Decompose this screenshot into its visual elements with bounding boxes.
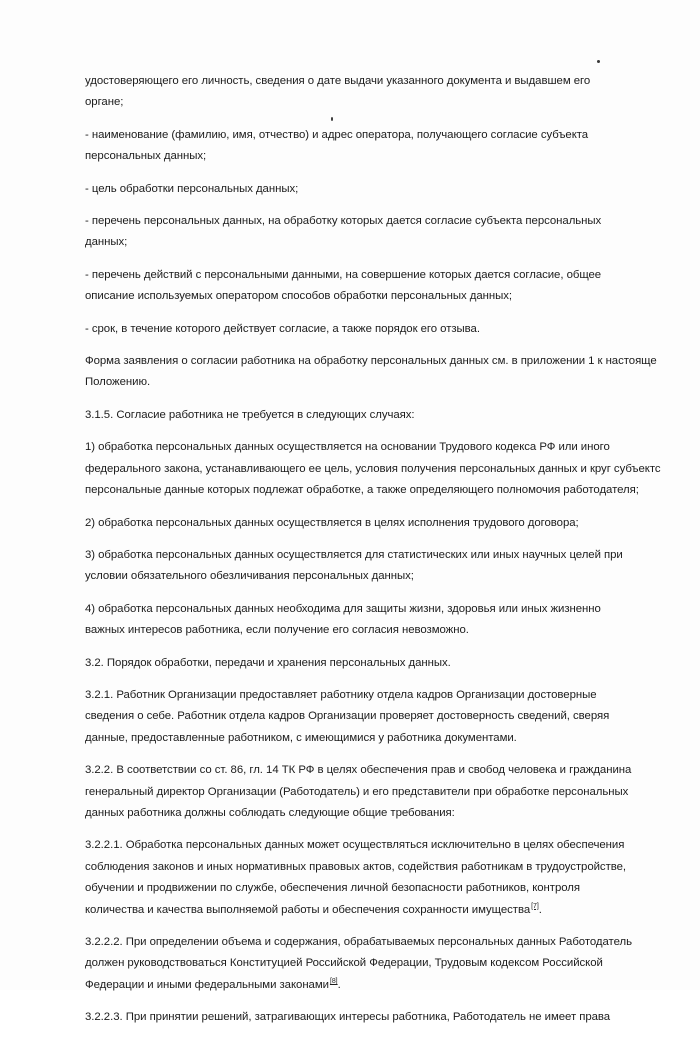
document-paragraph — [85, 513, 675, 534]
paragraph-line — [85, 620, 675, 641]
paragraph-line — [85, 286, 675, 307]
paragraph-line — [85, 513, 675, 534]
paragraph-line-text: количества и качества выполняемой работы и обеспечения сохранности имущества — [85, 903, 531, 916]
footnote-suffix: . — [538, 903, 542, 916]
paragraph-line-text: - срок, в течение которого действует согласие, а также порядок его отзыва. — [85, 322, 480, 335]
paragraph-line-text: данные, предоставленные работником, с имеющимися у работника документами. — [85, 731, 517, 744]
paragraph-line-text: соблюдения законов и иных нормативных правовых актов, содействия работникам в трудоустройстве, — [85, 860, 627, 873]
document-paragraph — [85, 653, 675, 674]
paragraph-line-text: сведения о себе. Работник отдела кадров Организации проверяет достоверность сведений, сверяя — [85, 710, 610, 723]
paragraph-line — [85, 857, 675, 878]
paragraph-line-text: 2) обработка персональных данных осуществляется в целях исполнения трудового договора; — [85, 516, 579, 529]
paragraph-line-text: 3.2.2.2. При определении объема и содержания, обрабатываемых персональных данных Работодатель — [85, 936, 632, 948]
document-paragraph — [85, 265, 675, 308]
paragraph-line — [85, 835, 675, 856]
paragraph-line-text: 3.2. Порядок обработки, передачи и хранения персональных данных. — [85, 656, 451, 669]
paragraph-line-text: персональных данных; — [85, 150, 207, 163]
paragraph-line — [85, 599, 675, 620]
paragraph-line-text: - перечень действий с персональными данными, на совершение которых дается согласие, общее — [85, 268, 602, 281]
scan-speck — [597, 60, 600, 63]
paragraph-line-text: Форма заявления о согласии работника на обработку персональных данных см. в приложении 1 к настояще — [85, 355, 657, 368]
paragraph-line — [85, 372, 675, 393]
paragraph-line — [85, 351, 675, 372]
document-paragraph — [85, 405, 675, 426]
paragraph-line-text: Положению. — [85, 376, 151, 389]
document-paragraph — [85, 71, 675, 114]
paragraph-line — [85, 232, 675, 253]
paragraph-line — [85, 545, 675, 566]
paragraph-line-text: 3.2.1. Работник Организации предоставляет работнику отдела кадров Организации достоверные — [85, 688, 597, 701]
paragraph-line-text: - перечень персональных данных, на обработку которых дается согласие субъекта персональных — [85, 215, 602, 228]
paragraph-line — [85, 459, 675, 480]
paragraph-line — [85, 932, 675, 953]
paragraph-line-text: 3.2.2. В соответствии со ст. 86, гл. 14 ТК РФ в целях обеспечения прав и свобод человека и гражданина — [85, 764, 632, 777]
paragraph-line — [85, 728, 675, 749]
document-paragraph — [85, 1007, 675, 1028]
paragraph-line — [85, 437, 675, 458]
document-paragraph — [85, 545, 675, 588]
paragraph-line-text: органе; — [85, 96, 124, 109]
paragraph-line-text: данных; — [85, 236, 128, 249]
paragraph-line-text: генеральный директор Организации (Работодатель) и его представители при обработке персональных — [85, 785, 629, 798]
paragraph-line-text: данных работника должны соблюдать следующие общие требования: — [85, 806, 455, 819]
paragraph-line-text: описание используемых оператором способов обработки персональных данных; — [85, 290, 513, 303]
paragraph-line — [85, 125, 675, 146]
document-paragraph — [85, 835, 675, 921]
document-paragraph — [85, 179, 675, 200]
paragraph-line — [85, 146, 675, 167]
paragraph-line-text: 1) обработка персональных данных осуществляется на основании Трудового кодекса РФ или иного — [85, 441, 610, 454]
document-paragraph — [85, 760, 675, 824]
paragraph-line — [85, 975, 675, 996]
paragraph-line-text: должен руководствоваться Конституцией Российской Федерации, Трудовым кодексом Российской — [85, 957, 603, 970]
paragraph-line — [85, 953, 675, 974]
paragraph-line-text: условии обязательного обезличивания персональных данных; — [85, 570, 414, 583]
paragraph-line — [85, 265, 675, 286]
paragraph-line-text: 4) обработка персональных данных необходима для защиты жизни, здоровья или иных жизненно — [85, 602, 601, 615]
paragraph-line-text: 3.2.2.3. При принятии решений, затрагивающих интересы работника, Работодатель не имеет права — [85, 1011, 611, 1024]
document-paragraph — [85, 319, 675, 340]
paragraph-line-text: обучении и продвижении по службе, обеспечения личной безопасности работников, контроля — [85, 882, 580, 895]
document-paragraph — [85, 351, 675, 394]
paragraph-line-text: удостоверяющего его личность, сведения о дате выдачи указанного документа и выдавшем его — [85, 75, 591, 87]
document-paragraph — [85, 125, 675, 168]
paragraph-line-text: федерального закона, устанавливающего ее цель, условия получения персональных данных и круг субъектс — [85, 462, 661, 475]
paragraph-line — [85, 685, 675, 706]
footnote-suffix: . — [337, 978, 341, 991]
paragraph-line-text: 3.1.5. Согласие работника не требуется в следующих случаях: — [85, 408, 415, 421]
paragraph-line-text: важных интересов работника, если получение его согласия невозможно. — [85, 624, 469, 637]
paragraph-line — [85, 653, 675, 674]
paragraph-line — [85, 878, 675, 899]
document-paragraph — [85, 437, 675, 501]
footnote-reference-link[interactable]: [7] — [531, 902, 539, 910]
paragraph-line — [85, 1007, 675, 1028]
paragraph-line — [85, 71, 675, 92]
paragraph-line-text: - наименование (фамилию, имя, отчество) и адрес оператора, получающего согласие субъекта — [85, 128, 589, 141]
paragraph-line — [85, 92, 675, 113]
paragraph-line — [85, 179, 675, 200]
paragraph-line — [85, 480, 675, 501]
document-paragraph — [85, 932, 675, 996]
document-paragraph — [85, 211, 675, 254]
paragraph-line-text: 3.2.2.1. Обработка персональных данных может осуществляться исключительно в целях обеспечения — [85, 839, 625, 852]
paragraph-line — [85, 706, 675, 727]
paragraph-line — [85, 566, 675, 587]
paragraph-line — [85, 803, 675, 824]
paragraph-line — [85, 760, 675, 781]
document-paragraph — [85, 599, 675, 642]
paragraph-line — [85, 405, 675, 426]
paragraph-line-text: - цель обработки персональных данных; — [85, 182, 299, 195]
paragraph-line — [85, 782, 675, 803]
paragraph-line — [85, 319, 675, 340]
document-paragraph — [85, 685, 675, 749]
paragraph-line-text: Федерации и иными федеральными законами — [85, 978, 329, 991]
document-body — [85, 71, 675, 1040]
paragraph-line — [85, 211, 675, 232]
paragraph-line-text: персональные данные которых подлежат обработке, а также определяющего полномочия работодателя; — [85, 484, 639, 497]
footnote-reference-link[interactable]: [8] — [329, 978, 338, 986]
paragraph-line-text: 3) обработка персональных данных осуществляется для статистических или иных научных целей при — [85, 548, 623, 561]
paragraph-line — [85, 900, 675, 921]
